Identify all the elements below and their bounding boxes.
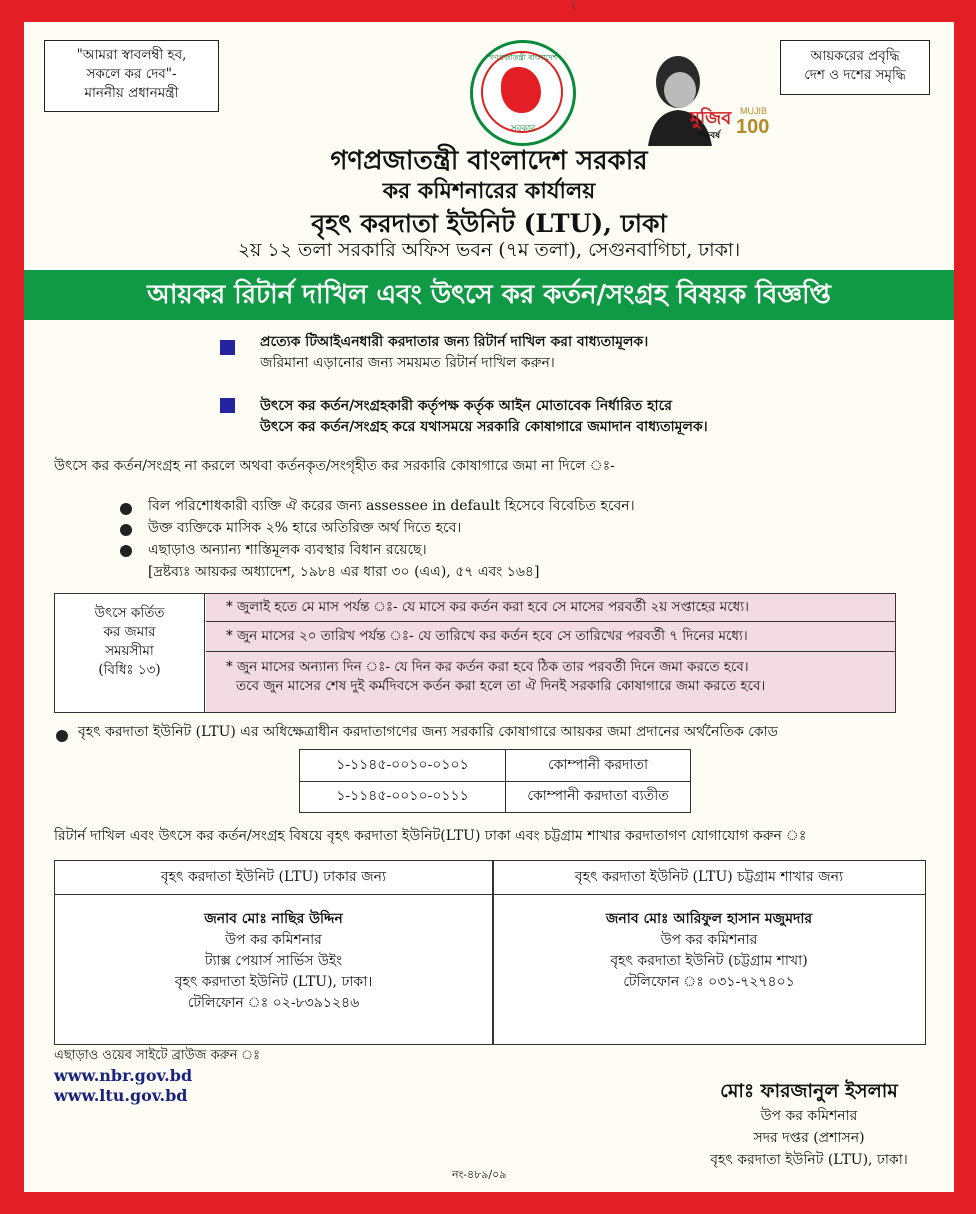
bullet-dot-icon [56,730,68,742]
code-intro: বৃহৎ করদাতা ইউনিট (LTU) এর অধিক্ষেত্রাধীন করদাতাগণের জন্য সরকারি কোষাগারে আয়কর জমা প্রদানের অর্থনৈতিক কোড [78,724,778,740]
contact-phone: টেলিফোন ঃ ০২-৮৩৯১২৪৬ [187,995,360,1011]
economic-code-table [299,749,691,813]
contact-line: উপ কর কমিশনার [660,932,758,948]
consequence-item-2: উক্ত ব্যক্তিকে মাসিক ২% হারে অতিরিক্ত অর্থ দিতে হবে। [148,520,462,536]
contact-ctg [493,909,925,993]
consequence-intro: উৎসে কর কর্তন/সংগ্রহ না করলে অথবা কর্তনকৃত/সংগৃহীত কর সরকারি কোষাগারে জমা না দিলে ঃ- [54,458,615,474]
deposit-label-line2: কর জমার [103,624,156,640]
consequence-note: [দ্রষ্টব্যঃ আয়কর অধ্যাদেশ, ১৯৮৪ এর ধারা ৩০ (এএ), ৫৭ এবং ১৬৪] [148,564,540,580]
signatory-name: মোঃ ফারজানুল ইসলাম [720,1080,898,1102]
deposit-row-3-cont: তবে জুন মাসের শেষ দুই কর্মদিবসে কর্তন করা হলে তা ঐ দিনই সরকারি কোষাগারে জমা করতে হবে। [236,678,766,694]
code-row [300,750,690,782]
seal-top-text: গণপ্রজাতন্ত্রী বাংলাদেশ [488,53,558,62]
contact-header-ctg: বৃহৎ করদাতা ইউনিট (LTU) চট্টগ্রাম শাখার জন্য [493,861,925,895]
code-value: ১-১১৪৫-০০১০-০১১১ [336,788,469,804]
contact-name: জনাব মোঃ নাছির উদ্দিন [204,911,343,927]
quote-line1: "আমরা স্বাবলম্বী হব, [76,47,187,63]
quote-line2: সকলে কর দেব"- [86,66,177,82]
code-label: কোম্পানী করদাতা [505,750,690,781]
slogan-line1: আয়করের প্রবৃদ্ধি [810,48,900,64]
slogan-box [780,40,930,95]
deposit-label-line4: (বিধিঃ ১৩) [98,662,161,678]
contact-table [54,860,926,1045]
code-row [300,781,690,812]
notice-point-2-line1: উৎসে কর কর্তন/সংগ্রহকারী কর্তৃপক্ষ কর্তৃক আইন মোতাবেক নির্ধারিত হারে [260,398,672,414]
signatory-unit: বৃহৎ করদাতা ইউনিট (LTU), ঢাকা। [710,1152,908,1168]
mujib-number: 100 [736,116,770,138]
bullet-square-icon [220,398,235,413]
nbr-website-link[interactable]: www.nbr.gov.bd [54,1066,193,1085]
quote-line3: মাননীয় প্রধানমন্ত্রী [84,85,179,101]
notice-point-2-line2: উৎসে কর কর্তন/সংগ্রহ করে যথাসময়ে সরকারি কোষাগারে জমাদান বাধ্যতামূলক। [260,419,708,435]
seal-bottom-text: সরকার [510,124,536,134]
header-line1: গণপ্রজাতন্ত্রী বাংলাদেশ সরকার [330,146,648,176]
header-line2: কর কমিশনারের কার্যালয় [382,178,596,204]
contact-header-dhaka: বৃহৎ করদাতা ইউনিট (LTU) ঢাকার জন্য [55,861,492,895]
deposit-row-1-text: * জুলাই হতে মে মাস পর্যন্ত ঃ- যে মাসে কর কর্তন করা হবে সে মাসের পরবর্তী ২য় সপ্তাহের মধ্যে। [226,599,749,615]
government-seal-icon [470,40,576,146]
contact-dhaka [55,909,492,1014]
slogan-line2: দেশ ও দশের সমৃদ্ধি [804,67,906,83]
notice-point-1-line2: জরিমানা এড়ানোর জন্য সময়মত রিটার্ন দাখিল করুন। [260,355,555,371]
contact-line: ট্যাক্স পেয়ার্স সার্ভিস উইং [204,953,343,969]
consequence-item-1: বিল পরিশোধকারী ব্যক্তি ঐ করের জন্য assessee in default হিসেবে বিবেচিত হবেন। [148,498,635,514]
contact-line: বৃহৎ করদাতা ইউনিট (চট্টগ্রাম শাখা) [610,953,808,969]
notice-title-banner: আয়কর রিটার্ন দাখিল এবং উৎসে কর কর্তন/সংগ্রহ বিষয়ক বিজ্ঞপ্তি [24,270,954,320]
deposit-row-2-text: * জুন মাসের ২০ তারিখ পর্যন্ত ঃ- যে তারিখে কর কর্তন হবে সে তারিখের পরবর্তী ৭ দিনের মধ্যে। [226,628,748,644]
contact-phone: টেলিফোন ঃ ০৩১-৭২৭৪০১ [623,974,795,990]
deposit-label-line3: সময়সীমা [105,643,154,659]
ltu-website-link[interactable]: www.ltu.gov.bd [54,1086,188,1105]
bullet-square-icon [220,340,235,355]
contact-name: জনাব মোঃ আরিফুল হাসান মজুমদার [605,911,813,927]
signatory-office: সদর দপ্তর (প্রশাসন) [753,1130,865,1146]
mujib-100-logo [628,46,768,146]
contact-intro: রিটার্ন দাখিল এবং উৎসে কর কর্তন/সংগ্রহ বিষয়ে বৃহৎ করদাতা ইউনিট(LTU) ঢাকা এবং চট্টগ্রাম শাখার করদাতাগণ যোগাযোগ করুন ঃ [54,828,807,844]
mujib-latin: MUJIB [740,106,767,116]
reference-number: নং-৪৮৯/০৯ [452,1168,507,1181]
notice-point-1-line1: প্রত্যেক টিআইএনধারী করদাতার জন্য রিটার্ন দাখিল করা বাধ্যতামূলক। [260,334,649,350]
notice-sheet [24,22,954,1192]
deposit-table-label [55,594,205,712]
page-top-mark: ( [572,0,576,11]
code-label: কোম্পানী করদাতা ব্যতীত [505,781,690,812]
deposit-row-3 [206,652,895,712]
header-line4: ২য় ১২ তলা সরকারি অফিস ভবন (৭ম তলা), সেগুনবাগিচা, ঢাকা। [237,239,741,261]
bullet-dot-icon [120,524,132,536]
header-line3: বৃহৎ করদাতা ইউনিট (LTU), ঢাকা [311,209,667,238]
contact-line: বৃহৎ করদাতা ইউনিট (LTU), ঢাকা। [174,974,373,990]
mujib-word: মুজিব [690,108,732,129]
deposit-row-1 [206,594,895,622]
deposit-row-3-text: * জুন মাসের অন্যান্য দিন ঃ- যে দিন কর কর্তন করা হবে ঠিক তার পরবর্তী দিনে জমা করতে হবে। [226,659,749,675]
deposit-label-line1: উৎসে কর্তিত [94,605,165,621]
mujib-sub: শতবর্ষ [698,131,721,141]
quote-box [44,40,219,112]
consequence-item-3: এছাড়াও অন্যান্য শাস্তিমূলক ব্যবস্থার বিধান রয়েছে। [148,542,427,558]
code-value: ১-১১৪৫-০০১০-০১০১ [336,757,469,773]
signatory-title: উপ কর কমিশনার [760,1108,858,1124]
bullet-dot-icon [120,545,132,557]
contact-line: উপ কর কমিশনার [225,932,322,948]
deposit-row-2 [206,622,895,652]
web-intro: এছাড়াও ওয়েব সাইটে ব্রাউজ করুন ঃ [54,1048,261,1063]
deposit-deadline-table [54,593,896,713]
bullet-dot-icon [120,503,132,515]
